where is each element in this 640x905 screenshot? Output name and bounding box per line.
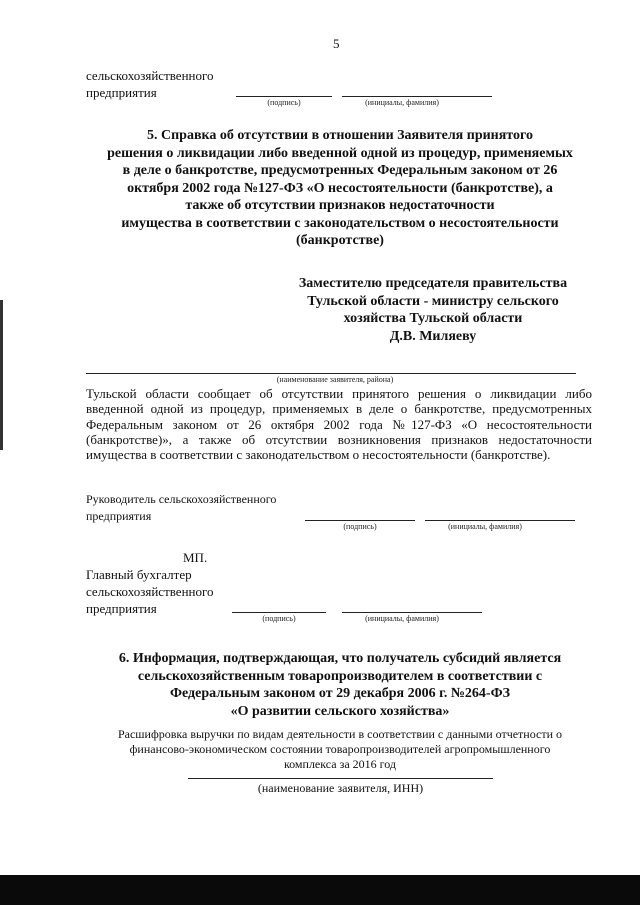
accountant-line2: сельскохозяйственного xyxy=(86,584,214,599)
addressee-line: Тульской области - министру сельского xyxy=(307,293,559,309)
section5-title-line: имущества в соответствии с законодательством о несостоятельности xyxy=(121,215,559,231)
section6-applicant-line xyxy=(188,778,493,779)
accountant-line1: Главный бухгалтер xyxy=(86,567,192,582)
scan-bottom-edge xyxy=(0,875,640,905)
section6-applicant-caption: (наименование заявителя, ИНН) xyxy=(257,781,424,795)
stamp-label: МП. xyxy=(183,550,208,565)
applicant-caption: (наименование заявителя, района) xyxy=(276,375,394,384)
head-caption-sign: (подпись) xyxy=(343,522,377,531)
section6-subtitle-line: Расшифровка выручки по видам деятельности в соответствии с данными отчетности о xyxy=(117,727,563,741)
addressee-line: хозяйства Тульской области xyxy=(343,311,523,326)
section6-title-line: «О развитии сельского хозяйства» xyxy=(230,703,450,719)
head-label-line1: Руководитель сельскохозяйственного xyxy=(86,492,277,506)
section6-title xyxy=(60,651,620,721)
head-name-line xyxy=(425,520,575,521)
top-label-line2: предприятия xyxy=(86,85,157,100)
applicant-line xyxy=(86,373,576,374)
addressee-block xyxy=(278,276,588,346)
scan-margin-mark xyxy=(0,300,3,450)
section6-title-line: 6. Информация, подтверждающая, что получатель субсидий является xyxy=(118,651,562,666)
head-label-line2: предприятия xyxy=(86,509,152,523)
section6-subtitle xyxy=(60,727,620,772)
section5-title-line: (банкротстве) xyxy=(296,233,384,248)
section5-title-line: октября 2002 года №127-ФЗ «О несостоятельности (банкротстве), а xyxy=(127,180,553,196)
section6-title-line: сельскохозяйственным товаропроизводителем в соответствии с xyxy=(137,668,543,684)
page-number: 5 xyxy=(333,36,340,51)
top-name-line xyxy=(342,96,492,97)
addressee-line: Д.В. Миляеву xyxy=(389,328,477,344)
section5-title-line: в деле о банкротстве, предусмотренных Федеральным законом от 26 xyxy=(122,163,558,178)
head-caption-name: (инициалы, фамилия) xyxy=(448,522,522,531)
section5-title-line: 5. Справка об отсутствии в отношении Заявителя принятого xyxy=(146,128,534,143)
accountant-name-line xyxy=(342,612,482,613)
section5-title xyxy=(60,128,620,251)
accountant-caption-sign: (подпись) xyxy=(262,614,296,623)
top-caption-name: (инициалы, фамилия) xyxy=(365,98,439,107)
top-signature-line xyxy=(236,96,332,97)
top-label-line1: сельскохозяйственного xyxy=(86,68,214,83)
accountant-caption-name: (инициалы, фамилия) xyxy=(365,614,439,623)
section6-title-line: Федеральным законом от 29 декабря 2006 г. №264-ФЗ xyxy=(169,686,511,701)
section6-subtitle-line: финансово-экономическом состоянии товаропроизводителей агропромышленного xyxy=(129,742,551,756)
section5-title-line: решения о ликвидации либо введенной одной из процедур, применяемых xyxy=(107,145,573,161)
accountant-line3: предприятия xyxy=(86,601,157,616)
section5-body-text: Тульской области сообщает об отсутствии принятого решения о ликвидации либо введенной одной из процедур, применяемых в деле о банкротстве, предусмотренных Федеральным законом от 26 октября 2002 года №127-ФЗ «О несостоятельности (банкротстве)», а также об отсутствии возникновения признаков недостаточности имущества в соответствии с законодательством о несостоятельности (банкротстве). xyxy=(86,386,592,463)
addressee-line: Заместителю председателя правительства xyxy=(298,276,568,291)
head-signature-line xyxy=(305,520,415,521)
accountant-signature-line xyxy=(232,612,326,613)
section6-subtitle-line: комплекса за 2016 год xyxy=(283,757,397,771)
section5-title-line: также об отсутствии признаков недостаточности xyxy=(185,198,495,213)
top-caption-sign: (подпись) xyxy=(267,98,301,107)
